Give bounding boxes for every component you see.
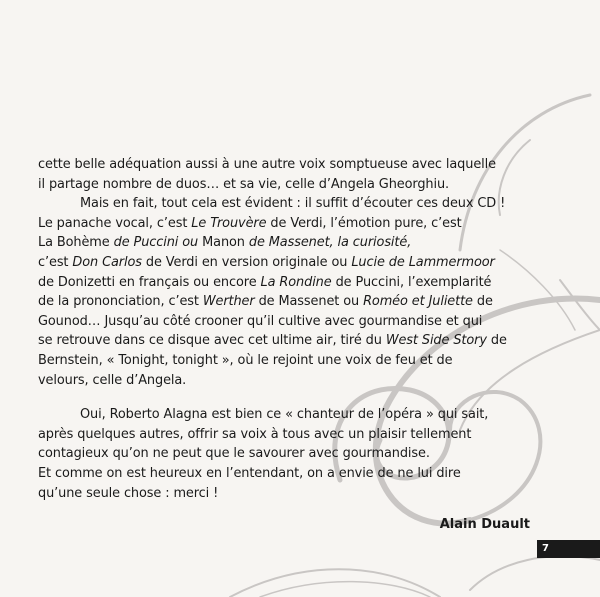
page-number: 7 [542, 543, 549, 554]
text-run: de Donizetti en français ou encore [38, 274, 261, 290]
work-title: La Rondine [260, 274, 332, 290]
body-text [38, 155, 538, 503]
text-run: Bernstein, « Tonight, tonight », où le rejoint une voix de feu et de [38, 352, 453, 368]
text-run: de la prononciation, c’est [38, 294, 203, 310]
text-run: contagieux qu’on ne peut que le savourer avec gourmandise. [38, 446, 430, 462]
text-run: après quelques autres, offrir sa voix à tous avec un plaisir tellement [38, 426, 472, 442]
text-run: Mais en fait, tout cela est évident : il suffit d’écouter ces deux CD ! [80, 196, 506, 212]
page-number-bar [537, 540, 600, 558]
text-line [38, 273, 538, 293]
work-title: de Puccini ou [109, 235, 203, 251]
text-line [38, 312, 538, 332]
author-signature: Alain Duault [439, 517, 530, 532]
text-run: Oui, Roberto Alagna est bien ce « chanteur de l’opéra » qui sait, [80, 407, 489, 423]
work-title: West Side Story [385, 333, 487, 349]
text-run: de Puccini, l’exemplarité [331, 274, 492, 290]
text-line [38, 175, 538, 195]
text-run: se retrouve dans ce disque avec cet ultime air, tiré du [38, 333, 386, 349]
text-run: qu’une seule chose : merci ! [38, 485, 219, 501]
text-run: La Bohème [38, 235, 110, 251]
work-title: Werther [202, 294, 255, 310]
paragraph-gap [38, 390, 538, 405]
work-title: Le Trouvère [191, 215, 267, 231]
text-line [38, 155, 538, 175]
text-run: de Massenet ou [254, 294, 364, 310]
text-line [38, 371, 538, 391]
text-run: Gounod… Jusqu’au côté crooner qu’il cultive avec gourmandise et qui [38, 313, 483, 329]
text-line [38, 214, 538, 234]
text-run: Manon [202, 235, 245, 251]
text-line [38, 484, 538, 504]
work-title: Lucie de Lammermoor [351, 254, 495, 270]
text-run: de Verdi en version originale ou [141, 254, 352, 270]
text-run: de [472, 294, 493, 310]
text-run: de [486, 333, 507, 349]
text-run: il partage nombre de duos… et sa vie, celle d’Angela Gheorghiu. [38, 176, 450, 192]
work-title: de Massenet, la curiosité, [244, 235, 412, 251]
text-run: velours, celle d’Angela. [38, 372, 187, 388]
text-run: c’est [38, 254, 73, 270]
text-line [38, 194, 538, 214]
text-line [38, 233, 538, 253]
text-line [38, 331, 538, 351]
text-run: Et comme on est heureux en l’entendant, on a envie de ne lui dire [38, 465, 461, 481]
text-line [38, 464, 538, 484]
text-line [38, 253, 538, 273]
text-line [38, 292, 538, 312]
text-run: cette belle adéquation aussi à une autre voix somptueuse avec laquelle [38, 157, 496, 172]
text-line [38, 444, 538, 464]
text-run: de Verdi, l’émotion pure, c’est [266, 215, 462, 231]
text-run: Le panache vocal, c’est [38, 215, 192, 231]
text-line [38, 405, 538, 425]
work-title: Don Carlos [72, 254, 142, 270]
work-title: Roméo et Juliette [363, 294, 473, 310]
text-line [38, 425, 538, 445]
text-line [38, 351, 538, 371]
